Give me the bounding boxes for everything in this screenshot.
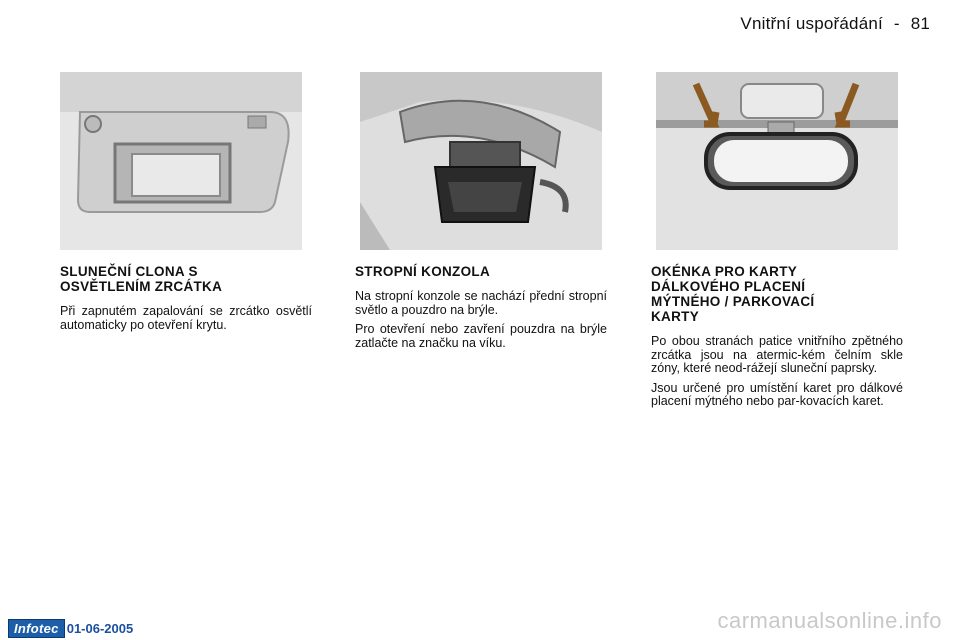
column-heading [60,264,312,294]
header-separator: - [893,14,900,33]
column-toll-card-windows [651,264,903,415]
watermark: carmanualsonline.info [717,608,942,633]
rearview-mirror-illustration [656,72,898,250]
roof-console-illustration [360,72,602,250]
infotec-logo: Infotec [8,619,65,638]
publication-date: 01-06-2005 [66,621,134,636]
page-number: 81 [910,14,930,33]
body-paragraph: Při zapnutém zapalování se zrcátko osvětlí automaticky po otevření krytu. [60,304,312,332]
column-heading [355,264,607,279]
column-heading [651,264,903,324]
page-footer [8,619,133,638]
heading-line: OKÉNKA PRO KARTY [651,264,798,279]
heading-line: DÁLKOVÉHO PLACENÍ [651,279,806,294]
heading-line: MÝTNÉHO / PARKOVACÍ [651,294,815,309]
heading-line: STROPNÍ KONZOLA [355,264,490,279]
body-paragraph: Po obou stranách patice vnitřního zpětného zrcátka jsou na atermic-kém čelním skle zóny, které neod-rážejí sluneční paprsky. [651,334,903,375]
heading-line: OSVĚTLENÍM ZRCÁTKA [60,279,223,294]
column-sun-visor [60,264,312,338]
body-paragraph: Jsou určené pro umístění karet pro dálkové placení mýtného nebo par-kovacích karet. [651,380,903,408]
page-header [740,14,930,34]
column-roof-console [355,264,607,356]
sun-visor-illustration [60,72,302,250]
body-paragraph: Na stropní konzole se nachází přední stropní světlo a pouzdro na brýle. [355,289,607,317]
heading-line: KARTY [651,309,699,324]
body-paragraph: Pro otevření nebo zavření pouzdra na brýle zatlačte na značku na víku. [355,322,607,350]
section-title: Vnitřní uspořádání [740,14,883,33]
heading-line: SLUNEČNÍ CLONA S [60,264,198,279]
